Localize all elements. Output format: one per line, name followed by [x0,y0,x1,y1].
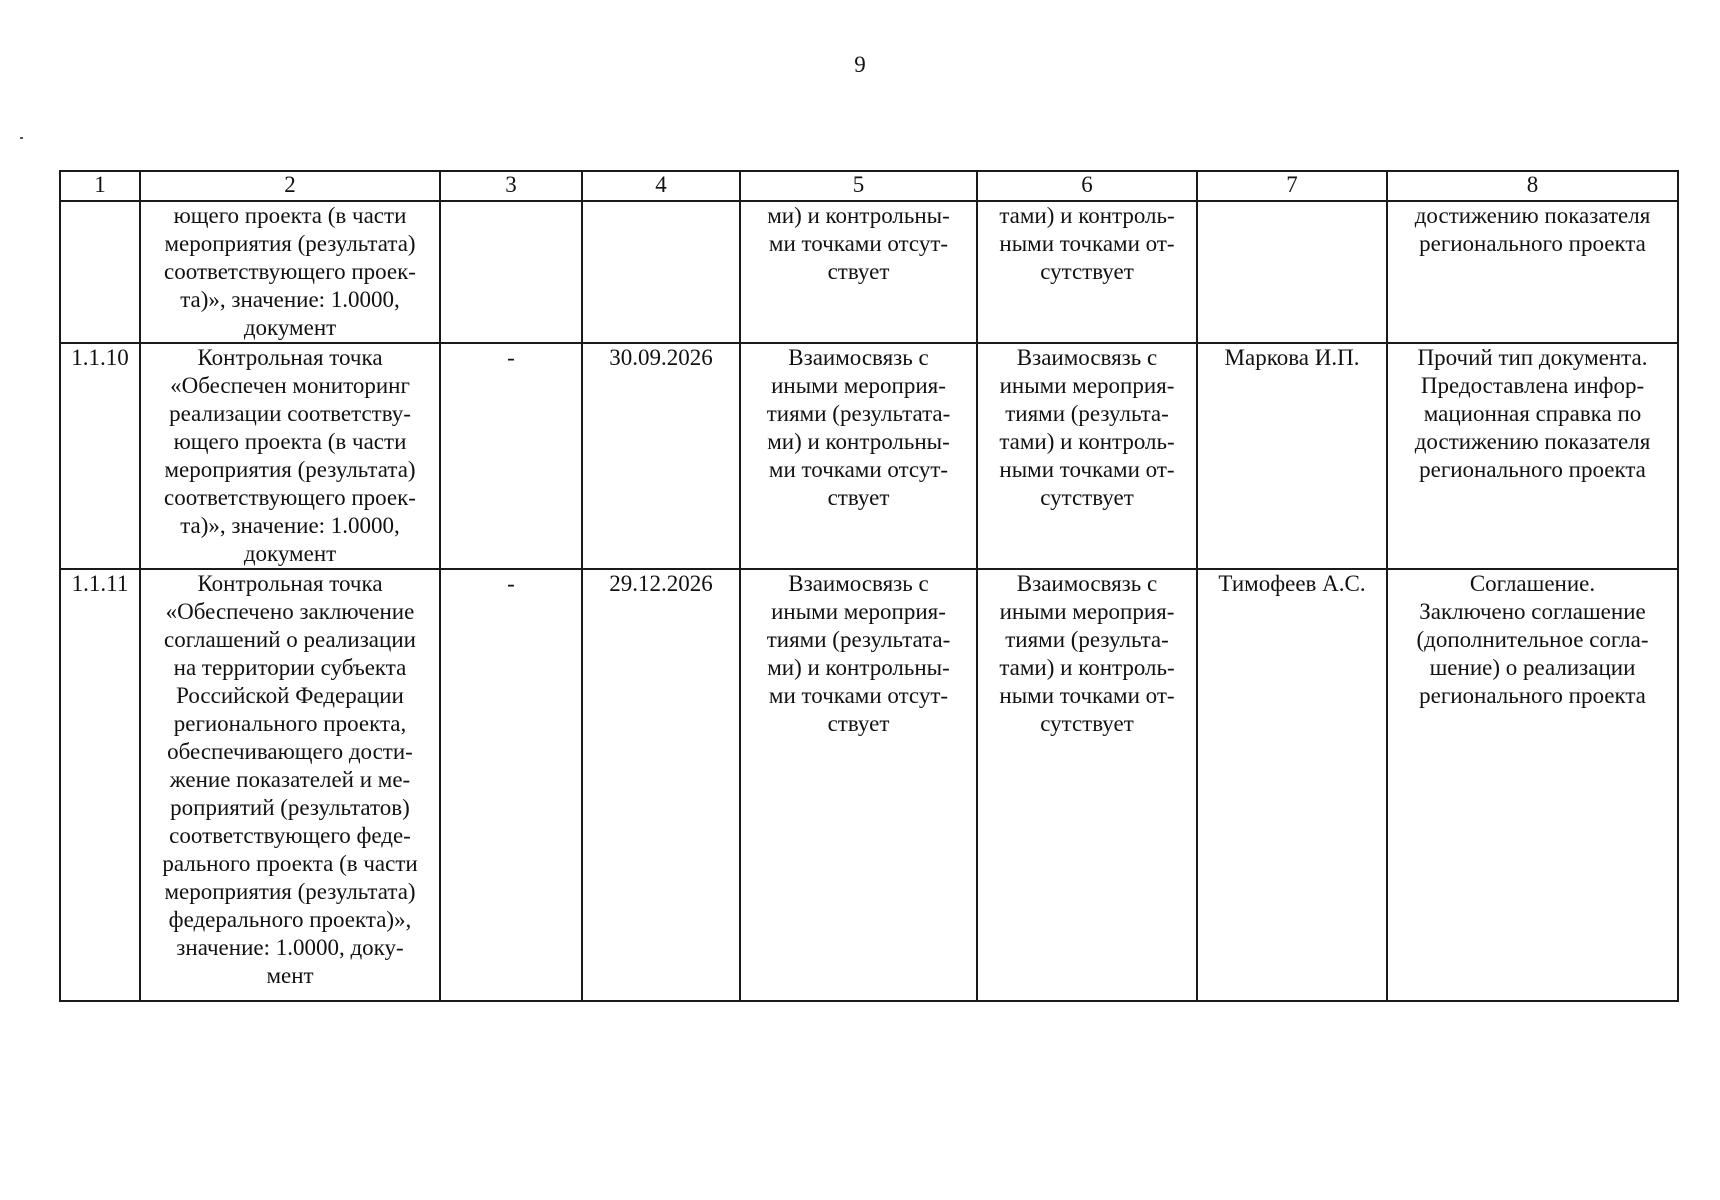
description-cell [140,201,440,343]
description-cell [140,343,440,569]
row-number-cell [60,343,140,569]
relation6-cell [977,569,1197,1001]
document-cell [1387,201,1678,343]
document-cell [1387,569,1678,1001]
relation5-text: Взаимосвязь с иными мероприя- тиями (результата- ми) и контрольны- ми точками отсут- ствует [766,345,951,510]
date-text: 29.12.2026 [609,571,713,596]
table-row [60,569,1678,1001]
date-cell [582,201,740,343]
document-text: достижению показателя регионального проекта [1414,203,1651,256]
description-text: ющего проекта (в части мероприятия (результата) соответствующего проек- та)», значение: 1.0000, документ [164,203,416,340]
col3-text: - [507,345,515,370]
relation5-cell [740,343,977,569]
relation5-text: ми) и контрольны- ми точками отсут- ствует [767,203,950,284]
header-col-7: 7 [1197,171,1387,201]
document-cell [1387,343,1678,569]
control-points-table [59,170,1679,1002]
relation5-text: Взаимосвязь с иными мероприя- тиями (результата- ми) и контрольны- ми точками отсут- ствует [766,571,951,736]
responsible-text: Тимофеев А.С. [1218,571,1366,596]
row-number: 1.1.10 [71,345,129,370]
relation6-text: Взаимосвязь с иными мероприя- тиями (результа- тами) и контроль- ными точками от- сутствует [999,345,1175,510]
row-number: 1.1.11 [71,571,129,596]
header-col-3: 3 [440,171,582,201]
col3-cell [440,201,582,343]
table-header [60,171,1678,201]
header-col-8: 8 [1387,171,1678,201]
date-cell [582,343,740,569]
date-text: 30.09.2026 [609,345,713,370]
header-col-6: 6 [977,171,1197,201]
header-row [60,171,1678,201]
document-text: Соглашение. Заключено соглашение (дополнительное согла- шение) о реализации регионального проекта [1416,571,1649,708]
description-cell [140,569,440,1001]
page-number: 9 [854,52,866,77]
col3-text: - [507,571,515,596]
responsible-cell [1197,201,1387,343]
responsible-text: Маркова И.П. [1224,345,1360,370]
responsible-cell [1197,569,1387,1001]
date-cell [582,569,740,1001]
header-col-1: 1 [60,171,140,201]
description-text: Контрольная точка «Обеспечен мониторинг реализации соответству- ющего проекта (в части мероприятия (результата) соответствующего проек- та)», значение: 1.0000, документ [164,345,416,566]
col3-cell [440,343,582,569]
header-col-5: 5 [740,171,977,201]
relation5-cell [740,201,977,343]
row-number-cell [60,201,140,343]
responsible-cell [1197,343,1387,569]
table-row [60,343,1678,569]
header-col-4: 4 [582,171,740,201]
scan-speck [20,137,23,139]
row-number-cell [60,569,140,1001]
relation6-text: Взаимосвязь с иными мероприя- тиями (результа- тами) и контроль- ными точками от- сутствует [999,571,1175,736]
header-col-2: 2 [140,171,440,201]
relation6-text: тами) и контроль- ными точками от- сутствует [999,203,1175,284]
relation6-cell [977,343,1197,569]
document-text: Прочий тип документа. Предоставлена инфор- мационная справка по достижению показателя регионального проекта [1414,345,1651,482]
relation5-cell [740,569,977,1001]
col3-cell [440,569,582,1001]
relation6-cell [977,201,1197,343]
description-text: Контрольная точка «Обеспечено заключение соглашений о реализации на территории субъекта Российской Федерации регионального проекта, обеспечивающего дости- жение показателей и ме- роприятий (результатов) соответствующего феде- рального проекта (в части мероприятия (результата) федерального проекта)», значение: 1.0000, доку- мент [162,571,418,988]
table-row [60,201,1678,343]
